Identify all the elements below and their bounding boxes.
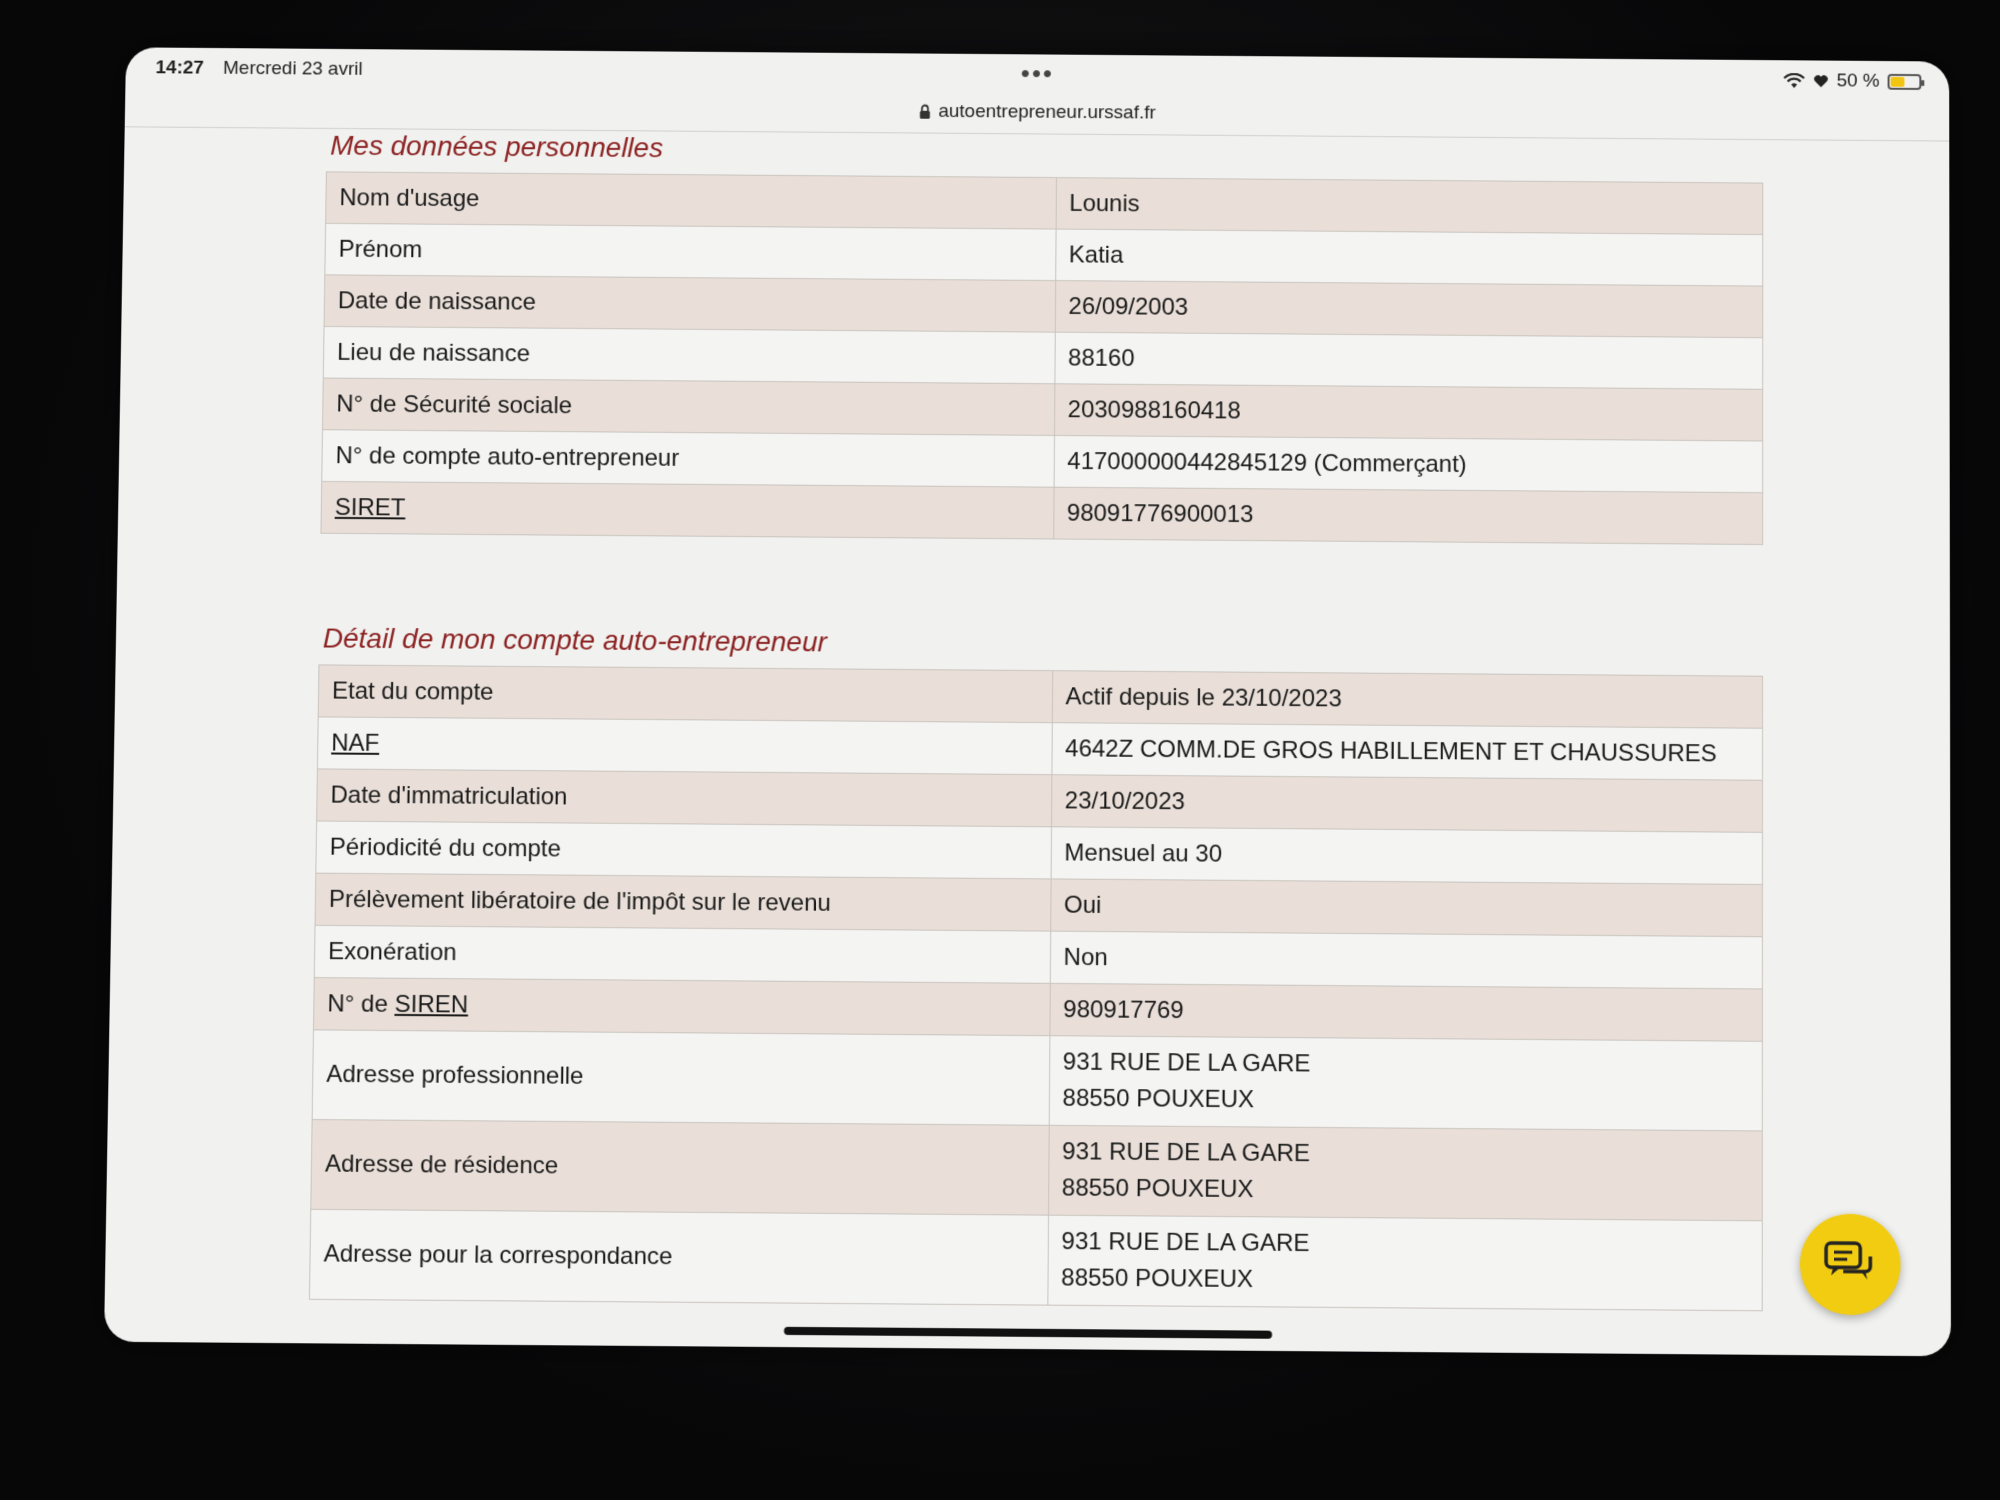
naf-abbr-link[interactable]: NAF [331,728,380,757]
address-value [1048,1125,1762,1220]
row-label: Exonération [314,925,1050,983]
row-value: 2030988160418 [1054,384,1763,441]
row-value: Non [1050,931,1763,989]
siren-label-prefix: N° de [327,989,395,1018]
tablet-screen [104,47,1951,1356]
table-row [309,1209,1762,1310]
table-row [312,1030,1762,1131]
row-label: Lieu de naissance [323,326,1055,383]
row-value: 980917769 [1049,983,1762,1041]
row-label: Etat du compte [318,665,1052,723]
row-label: N° de compte auto-entrepreneur [322,430,1054,487]
personal-section-title: Mes données personnelles [330,129,664,164]
row-label: Prénom [325,223,1056,280]
battery-percent: 50 % [1836,70,1880,92]
row-label: Prélèvement libératoire de l'impôt sur le revenu [315,873,1051,931]
row-value: Oui [1050,879,1762,937]
row-label [321,481,1054,539]
row-value: 26/09/2003 [1055,281,1763,338]
lock-icon [918,104,930,120]
more-options-dots[interactable]: ••• [1020,58,1055,89]
row-label [317,717,1051,775]
row-value: 417000000442845129 (Commerçant) [1054,435,1763,492]
account-detail-section [309,622,1763,1311]
row-value: 98091776900013 [1053,487,1762,544]
chat-bubbles-icon [1823,1239,1877,1290]
row-value: Lounis [1056,178,1763,235]
table-row [311,1120,1763,1221]
row-label: Date de naissance [324,275,1055,332]
siren-abbr-link[interactable]: SIREN [394,990,469,1019]
address-line: 931 RUE DE LA GARE [1062,1048,1311,1078]
heart-icon [1813,73,1829,89]
url-text: autoentrepreneur.urssaf.fr [938,101,1156,124]
status-time: 14:27 [155,57,205,79]
address-line: 88550 POUXEUX [1061,1264,1254,1294]
battery-fill [1891,77,1905,87]
battery-icon [1888,74,1922,90]
row-label: Adresse pour la correspondance [309,1209,1048,1305]
chat-button[interactable] [1800,1214,1901,1316]
row-value: 4642Z COMM.DE GROS HABILLEMENT ET CHAUSSURES [1051,723,1762,781]
address-value [1047,1215,1762,1311]
row-label: N° de Sécurité sociale [323,378,1055,435]
row-label: Adresse de résidence [311,1120,1049,1216]
row-value: Mensuel au 30 [1051,827,1763,885]
personal-data-table [320,171,1763,545]
table-row [321,481,1763,544]
address-line: 88550 POUXEUX [1061,1174,1254,1204]
siret-abbr-link[interactable]: SIRET [334,493,406,521]
row-label: Adresse professionnelle [312,1030,1049,1125]
row-label [313,978,1049,1036]
row-label: Date d'immatriculation [317,769,1052,827]
address-line: 931 RUE DE LA GARE [1062,1138,1311,1168]
row-label: Nom d'usage [326,172,1056,229]
url-bar[interactable] [918,101,1155,125]
account-section-title: Détail de mon compte auto-entrepreneur [322,622,827,658]
status-indicators [1783,70,1921,93]
address-value [1049,1036,1763,1131]
row-value: Actif depuis le 23/10/2023 [1052,671,1763,729]
address-line: 88550 POUXEUX [1062,1084,1255,1114]
row-label: Périodicité du compte [316,821,1051,879]
personal-data-section [320,130,1763,545]
row-value: 88160 [1054,332,1762,389]
status-date: Mercredi 23 avril [222,57,363,80]
row-value: 23/10/2023 [1051,775,1762,833]
account-detail-table [309,664,1763,1311]
row-value: Katia [1055,229,1763,286]
home-indicator[interactable] [783,1327,1271,1339]
wifi-icon [1783,73,1805,89]
address-line: 931 RUE DE LA GARE [1061,1227,1310,1258]
